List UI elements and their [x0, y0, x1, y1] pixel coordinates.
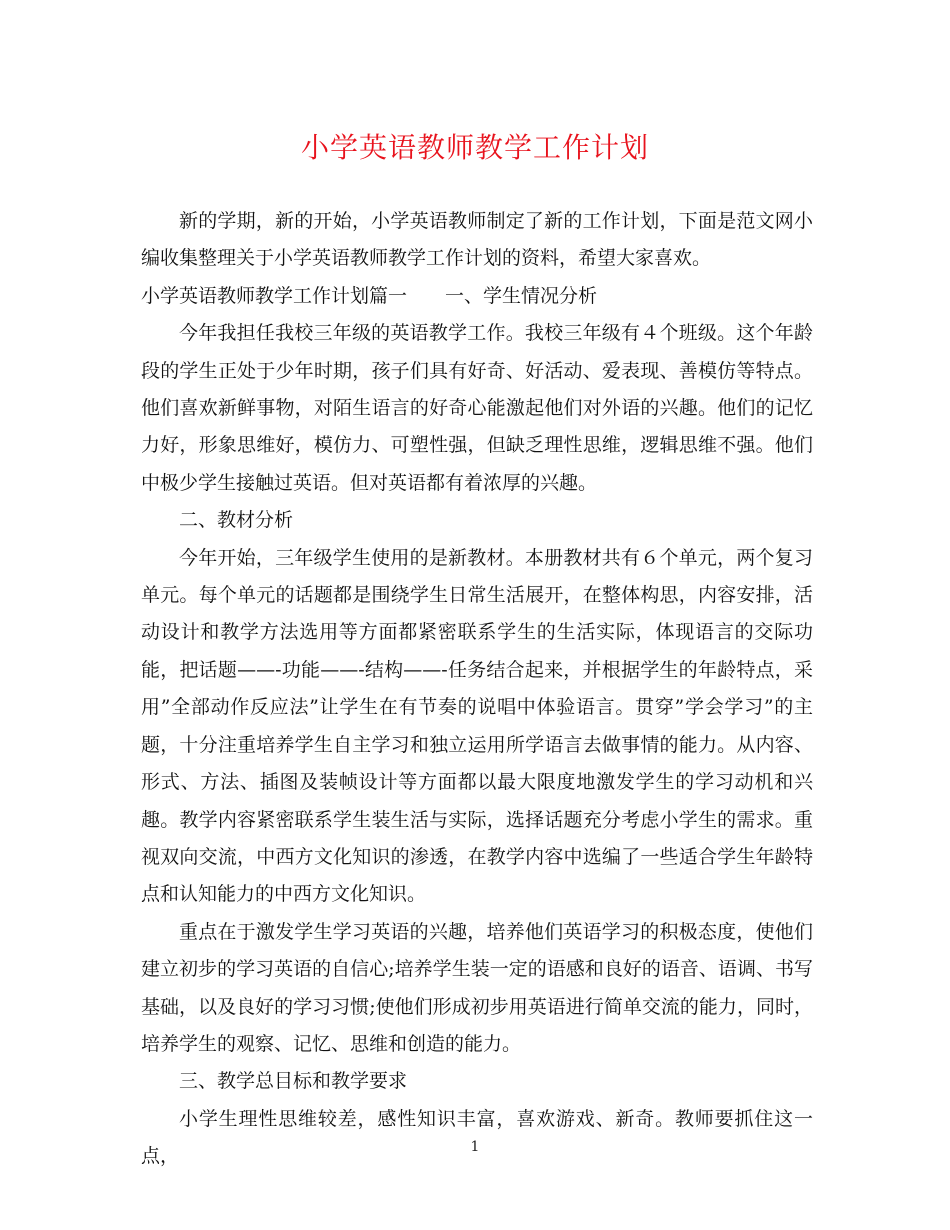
teaching-focus-paragraph: 重点在于激发学生学习英语的兴趣，培养他们英语学习的积极态度，使他们建立初步的学习英语的自信心;培养学生装一定的语感和良好的语音、语调、书写基础，以及良好的学习习惯;使他们形成初步用英语进行简单交流的能力，同时，培养学生的观察、记忆、思维和创造的能力。	[141, 920, 813, 1055]
teaching-goals-paragraph: 小学生理性思维较差，感性知识丰富，喜欢游戏、新奇。教师要抓住这一点，	[141, 1107, 813, 1168]
document-body	[141, 203, 813, 1176]
document-title: 小学英语教师教学工作计划	[300, 131, 649, 164]
textbook-analysis-paragraph: 今年开始，三年级学生使用的是新教材。本册教材共有６个单元，两个复习单元。每个单元的话题都是围绕学生日常生活展开，在整体构思，内容安排，活动设计和教学方法选用等方面都紧密联系学生的生活实际，体现语言的交际功能，把话题——-功能——-结构——-任务结合起来，并根据学生的年龄特点，采用”全部动作反应法”让学生在有节奏的说唱中体验语言。贯穿”学会学习”的主题，十分注重培养学生自主学习和独立运用所学语言去做事情的能力。从内容、形式、方法、插图及装帧设计等方面都以最大限度地激发学生的学习动机和兴趣。教学内容紧密联系学生装生活与实际，选择话题充分考虑小学生的需求。重视双向交流，中西方文化知识的渗透，在教学内容中选编了一些适合学生年龄特点和认知能力的中西方文化知识。	[141, 546, 813, 906]
student-analysis-paragraph: 今年我担任我校三年级的英语教学工作。我校三年级有４个班级。这个年龄段的学生正处于少年时期，孩子们具有好奇、好活动、爱表现、善模仿等特点。他们喜欢新鲜事物，对陌生语言的好奇心能激起他们对外语的兴趣。他们的记忆力好，形象思维好，模仿力、可塑性强，但缺乏理性思维，逻辑思维不强。他们中极少学生接触过英语。但对英语都有着浓厚的兴趣。	[141, 322, 813, 494]
section-heading-teaching-goals: 三、教学总目标和教学要求	[179, 1070, 408, 1093]
intro-paragraph: 新的学期，新的开始，小学英语教师制定了新的工作计划，下面是范文网小编收集整理关于小学英语教师教学工作计划的资料，希望大家喜欢。	[141, 210, 813, 270]
section-heading-textbook-analysis: 二、教材分析	[179, 509, 294, 532]
page-number: 1	[470, 1139, 480, 1155]
section-heading-student-analysis: 小学英语教师教学工作计划篇一 一、学生情况分析	[141, 284, 598, 307]
